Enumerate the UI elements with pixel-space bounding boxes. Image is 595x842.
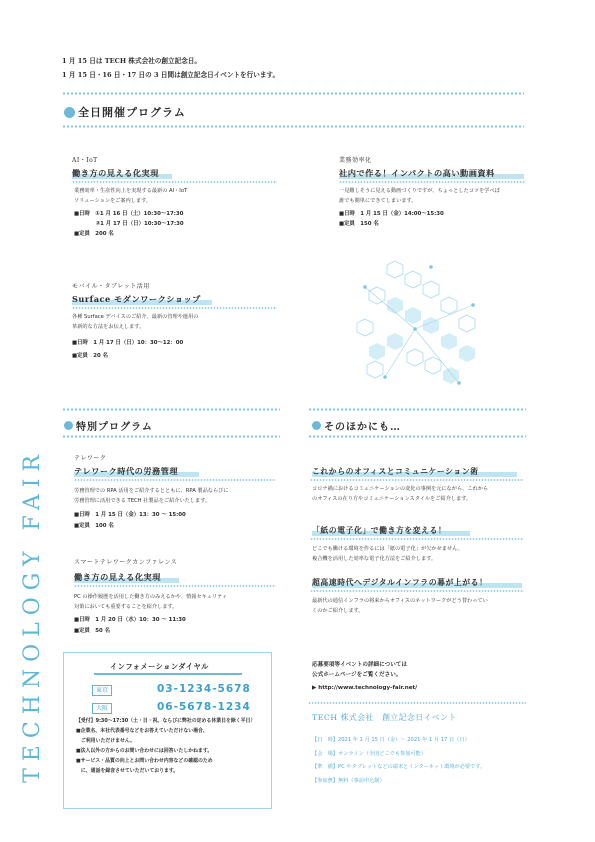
other-item-title: 「紙の電子化」で働き方を変える！ (312, 526, 447, 535)
hexagon-decoration-icon (355, 257, 483, 389)
other-item-title: 超高速時代へデジタルインフラの幕が上がる！ (312, 578, 488, 587)
other-item-description: 最新代の通信インフラの将来からオフィスのネットワークがどう替わってい くのかご紹介します。 (312, 598, 488, 614)
section-special-title (64, 418, 153, 433)
program-category: 業務効率化 (339, 157, 372, 164)
program-date: ■日時 1 月 17 日（日）10：30～12：00 (72, 340, 184, 346)
program-category: AI・IoT (72, 157, 98, 164)
divider-wave (62, 408, 280, 411)
event-title: TECH 株式会社 創立記念日イベント (312, 713, 457, 722)
program-title: テレワーク時代の労務管理 (74, 466, 179, 476)
dotted-divider (72, 307, 277, 309)
program-description: 各種 Surface デバイスのご紹介、最新の管理や運用の 革新的な方法をお伝えします。 (72, 314, 199, 330)
divider-wave (62, 125, 524, 128)
program-meta (339, 209, 444, 229)
program-date: ■日時 1 月 15 日（金）13：30 ～ 15:00 (74, 512, 186, 518)
program-description: 労務管理での RPA 活用をご紹介するとともに、RPA 製品ならびに 労務管理に活用できる TECH 社製品をご紹介いたします。 (74, 488, 229, 504)
info-title-underline (94, 673, 242, 675)
section-all-day-title (64, 104, 186, 120)
section-title-text: 特別プログラム (76, 422, 153, 433)
bullet-icon (312, 421, 321, 430)
other-item-description: どこでも働ける環境を作るには「紙の電子化」が欠かせません。 複合機を活用した効率な電子化方法をご紹介します。 (312, 546, 463, 562)
event-fee: 【参加費】無料（事前申込制） (312, 777, 385, 784)
program-capacity: ■定員 100 名 (74, 523, 114, 529)
program-category: テレワーク (74, 455, 107, 462)
intro-line-1: 1 月 15 日は TECH 株式会社の創立記念日。 (62, 57, 201, 65)
bullet-icon (64, 421, 73, 430)
dotted-divider (310, 538, 524, 540)
divider-wave (308, 408, 526, 411)
program-title: Surface モダンワークショップ (72, 294, 201, 304)
program-capacity: ■定員 200 名 (74, 231, 114, 237)
tokyo-label: 東京 (92, 685, 112, 696)
dotted-divider (74, 585, 276, 587)
program-title: 働き方の見える化実現 (72, 168, 159, 178)
program-date-2: ②1 月 17 日（日）10:30～17:30 (74, 221, 184, 227)
program-description: 業務効率・生産性向上を実現する最新の AI・IoT ソリューションをご案内します。 (74, 188, 188, 204)
website-link[interactable]: ▶ http://www.technology-fair.net/ (312, 685, 418, 691)
program-title: 働き方の見える化実現 (74, 572, 161, 582)
program-capacity: ■定員 150 名 (339, 221, 379, 227)
divider-wave (62, 435, 280, 438)
divider-wave (62, 92, 524, 95)
osaka-phone[interactable]: 06-5678-1234 (157, 701, 251, 713)
info-notes: 【受付】9:30～17:30（土・日・祝、ならびに弊社の定める休業日を除く平日） ■企業名、本社代表番号などをお答えていただけない場合、 ご利用いただけません。 ■法人以外の方からのお問い合わせには回答いたしかねます。 ■サービス・品質の向上とお問い合わせ内容などの確認のため に、通話を録音させていただいております。 (76, 716, 270, 776)
other-item-title: これからのオフィスとコミュニケーション術 (312, 467, 479, 476)
program-date: ■日時 1 月 15 日（金）14:00～15:30 (339, 211, 444, 217)
intro (62, 54, 279, 82)
event-venue: 【会 場】オンライン（全国どこでも参加可能） (312, 750, 426, 757)
section-others-title (312, 418, 401, 433)
program-meta (74, 209, 184, 239)
section-title-text: 全日開催プログラム (78, 106, 186, 119)
osaka-label: 大阪 (92, 703, 112, 714)
technology-fair-vertical-text: TECHNOLOGY FAIR (20, 448, 45, 783)
section-title-text: そのほかにも… (324, 422, 401, 433)
program-title: 社内で作る！インパクトの高い動画資料 (339, 168, 495, 178)
divider-wave (308, 435, 526, 438)
program-meta (74, 510, 186, 532)
other-item-description: コロナ禍におけるコミュニケーションの変化の事例を元にながら、これから のオフィスの在り方やコミュニケーションスタイルをご紹介します。 (312, 486, 489, 502)
program-meta (74, 615, 186, 637)
event-date: 【日 時】2021 年 1 月 15 日（金）～ 2021 年 1 月 17 日（日） (312, 737, 470, 743)
program-date: ■日時 ①1 月 16 日（土）10:30～17:30 (74, 211, 184, 217)
apply-info: 応募要項等イベントの詳細については 公式ホームページをご覧ください。 ▶ http://www.technology-fair.net/ (312, 662, 418, 691)
dotted-divider (308, 702, 526, 704)
dotted-divider (310, 479, 524, 481)
program-capacity: ■定員 50 名 (74, 628, 111, 634)
dotted-divider (339, 181, 526, 183)
program-meta (72, 337, 183, 363)
dotted-divider (310, 590, 524, 592)
dotted-divider (72, 181, 277, 183)
info-title: インフォメーションダイヤル (110, 662, 209, 671)
program-date: ■日時 1 月 20 日（水）10：30 ～ 11:30 (74, 617, 186, 623)
bullet-icon (64, 107, 75, 118)
dotted-divider (74, 479, 276, 481)
program-description: 一見難しそうに見える動画づくりですが、ちょっとしたコツを学べば 誰でも簡単にできてしまいます。 (339, 188, 500, 204)
event-details (312, 734, 485, 788)
program-description: PC の操作履歴を活用した働き方のみえるかや、情報セキュリティ 対策においても重要することを紹介します。 (74, 594, 228, 610)
info-hours: 【受付】9:30～17:30（土・日・祝、ならびに弊社の定める休業日を除く平日） (76, 718, 256, 724)
program-capacity: ■定員 20 名 (72, 353, 109, 359)
program-category: モバイル・タブレット活用 (72, 283, 150, 290)
tokyo-phone[interactable]: 03-1234-5678 (157, 683, 251, 695)
event-prep: 【準 備】PC やタブレットなどの端末とインターネット環境が必要です。 (312, 764, 486, 770)
program-category: スマートテレワークカンファレンス (74, 559, 178, 566)
intro-line-2: 1 月 15 日・16 日・17 日の 3 日間は創立記念日イベントを行います。 (62, 71, 280, 79)
